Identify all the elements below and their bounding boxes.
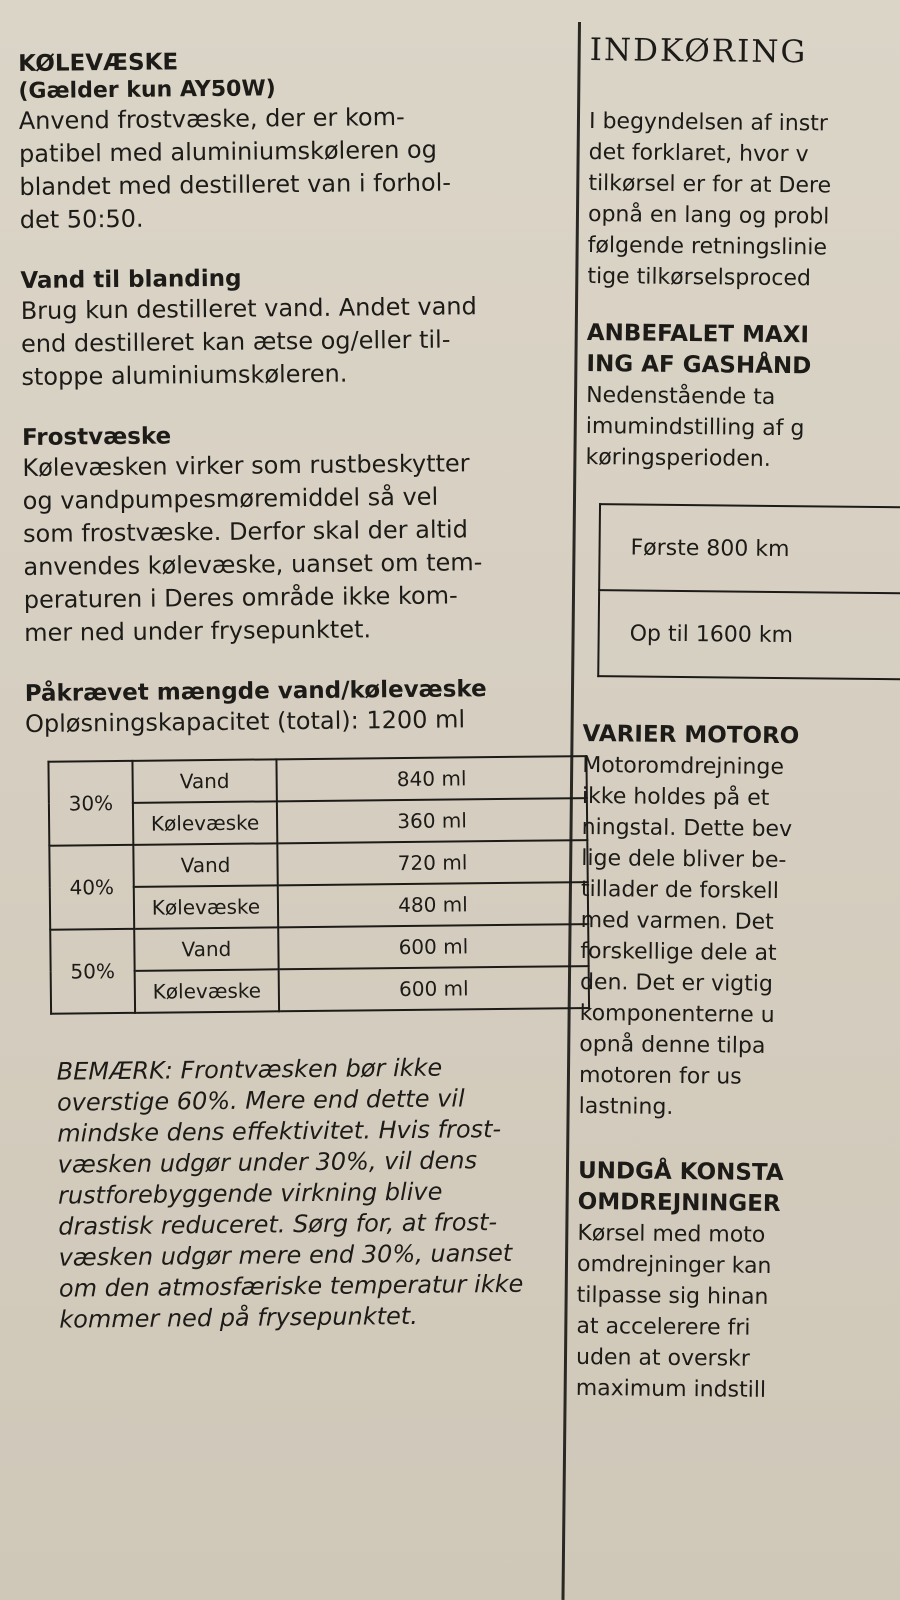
right-column xyxy=(576,30,900,1407)
table-row xyxy=(599,504,900,593)
text-line: ningstal. Dette bev xyxy=(581,814,793,843)
kind-cell: Vand xyxy=(134,927,278,971)
kind-cell: Kølevæske xyxy=(134,885,278,929)
text-line: I begyndelsen af instr xyxy=(588,108,829,137)
kind-cell: Kølevæske xyxy=(133,801,277,845)
section-heading: VARIER MOTORO xyxy=(582,720,800,750)
note-line: rustforebyggende virkning blive xyxy=(57,1177,443,1210)
text-line: motoren for us xyxy=(578,1062,742,1090)
section-avoid-constant xyxy=(576,1156,900,1407)
section-throttle xyxy=(585,318,900,476)
text-line: opnå denne tilpa xyxy=(579,1031,766,1059)
section-amount xyxy=(25,674,586,741)
text-line: Anvend frostvæske, der er kom- xyxy=(18,102,405,135)
amount-cell: 480 ml xyxy=(278,882,588,927)
section-frost xyxy=(22,418,584,650)
section-heading: OMDREJNINGER xyxy=(577,1188,781,1218)
text-line: det 50:50. xyxy=(19,204,144,234)
text-line: imumindstilling af g xyxy=(585,413,805,442)
note-block xyxy=(57,1051,590,1336)
text-line: stoppe aluminiumskøleren. xyxy=(21,359,348,391)
text-line: Brug kun destilleret vand. Andet vand xyxy=(20,292,477,325)
text-line: at accelerere fri xyxy=(576,1313,751,1341)
text-line: peraturen i Deres område ikke kom- xyxy=(23,581,458,614)
text-line: Nedenstående ta xyxy=(586,382,776,410)
text-line: Kølevæsken virker som rustbeskytter xyxy=(22,449,470,482)
amount-cell: 600 ml xyxy=(279,966,589,1011)
table-row xyxy=(50,924,588,972)
text-line: tilpasse sig hinan xyxy=(576,1282,769,1310)
text-line: anvendes kølevæske, uanset om tem- xyxy=(23,548,483,581)
table-row xyxy=(49,840,587,888)
mix-table xyxy=(47,755,590,1015)
kind-cell: Vand xyxy=(132,759,276,803)
text-line: end destilleret kan ætse og/eller til- xyxy=(20,325,451,358)
text-line: tige tilkørselsproced xyxy=(587,263,812,292)
text-line: ikke holdes på et xyxy=(581,783,770,811)
distance-cell: Første 800 km xyxy=(599,504,900,593)
amount-cell: 600 ml xyxy=(278,924,588,969)
text-line: omdrejninger kan xyxy=(576,1251,772,1279)
note-line: overstige 60%. Mere end dette vil xyxy=(56,1084,465,1117)
text-line: med varmen. Det xyxy=(580,907,774,935)
note-line: væsken udgør mere end 30%, uanset xyxy=(58,1238,513,1272)
text-line: patibel med aluminiumskøleren og xyxy=(18,135,438,168)
amount-cell: 840 ml xyxy=(276,756,586,801)
section-heading: UNDGÅ KONSTA xyxy=(577,1157,784,1187)
text-line: forskellige dele at xyxy=(580,938,777,967)
section-vand xyxy=(20,261,581,394)
text-line: som frostvæske. Derfor skal der altid xyxy=(22,515,469,548)
text-line: tillader de forskell xyxy=(580,876,780,905)
text-line: lastning. xyxy=(578,1093,674,1120)
amount-cell: 720 ml xyxy=(277,840,587,885)
text-line: Kørsel med moto xyxy=(577,1220,766,1248)
note-line: om den atmosfæriske temperatur ikke xyxy=(58,1269,524,1303)
percent-cell: 50% xyxy=(50,929,135,1014)
percent-cell: 40% xyxy=(49,845,134,930)
table-row xyxy=(48,756,586,804)
percent-cell: 30% xyxy=(48,761,133,846)
left-column xyxy=(18,44,591,1336)
note-line: kommer ned på frysepunktet. xyxy=(59,1301,419,1334)
text-line: maximum indstill xyxy=(575,1375,767,1403)
chapter-title: INDKØRING xyxy=(589,31,808,71)
text-line: uden at overskr xyxy=(575,1344,751,1372)
note-line: drastisk reduceret. Sørg for, at frost- xyxy=(58,1208,498,1241)
text-line: komponenterne u xyxy=(579,1000,775,1028)
text-line: det forklaret, hvor v xyxy=(588,139,809,168)
intro-block xyxy=(587,106,900,295)
section-vary-rpm xyxy=(579,719,900,1125)
capacity-text: Opløsningskapacitet (total): 1200 ml xyxy=(24,705,466,738)
note-line: BEMÆRK: Frontvæsken bør ikke xyxy=(56,1053,443,1086)
text-line: blandet med destilleret van i forhol- xyxy=(19,168,452,201)
amount-cell: 360 ml xyxy=(277,798,587,843)
text-line: køringsperioden. xyxy=(585,444,771,472)
distance-table xyxy=(597,503,900,680)
text-line: mer ned under frysepunktet. xyxy=(23,615,372,647)
text-line: tilkørsel er for at Dere xyxy=(588,170,832,199)
section-heading: Vand til blanding xyxy=(20,265,242,294)
text-line: Motoromdrejninge xyxy=(582,752,785,781)
section-heading: Frostvæske xyxy=(21,423,172,451)
section-heading: KØLEVÆSKE xyxy=(18,49,179,77)
section-koelevaeske xyxy=(18,44,580,237)
distance-cell: Op til 1600 km xyxy=(598,590,900,679)
kind-cell: Vand xyxy=(133,843,277,887)
section-heading: ING AF GASHÅND xyxy=(586,350,812,380)
text-line: og vandpumpesmøremiddel så vel xyxy=(22,482,439,515)
note-line: mindske dens effektivitet. Hvis frost- xyxy=(57,1115,502,1148)
text-line: følgende retningslinie xyxy=(587,232,828,261)
text-line: den. Det er vigtig xyxy=(579,969,774,997)
kind-cell: Kølevæske xyxy=(135,969,279,1013)
text-line: lige dele bliver be- xyxy=(581,845,787,874)
section-subheading: (Gælder kun AY50W) xyxy=(18,76,276,104)
text-line: opnå en lang og probl xyxy=(587,201,830,230)
section-heading: ANBEFALET MAXI xyxy=(586,319,810,349)
note-line: væsken udgør under 30%, vil dens xyxy=(57,1146,478,1179)
table-row xyxy=(598,590,900,679)
section-heading: Påkrævet mængde vand/kølevæske xyxy=(24,676,487,707)
